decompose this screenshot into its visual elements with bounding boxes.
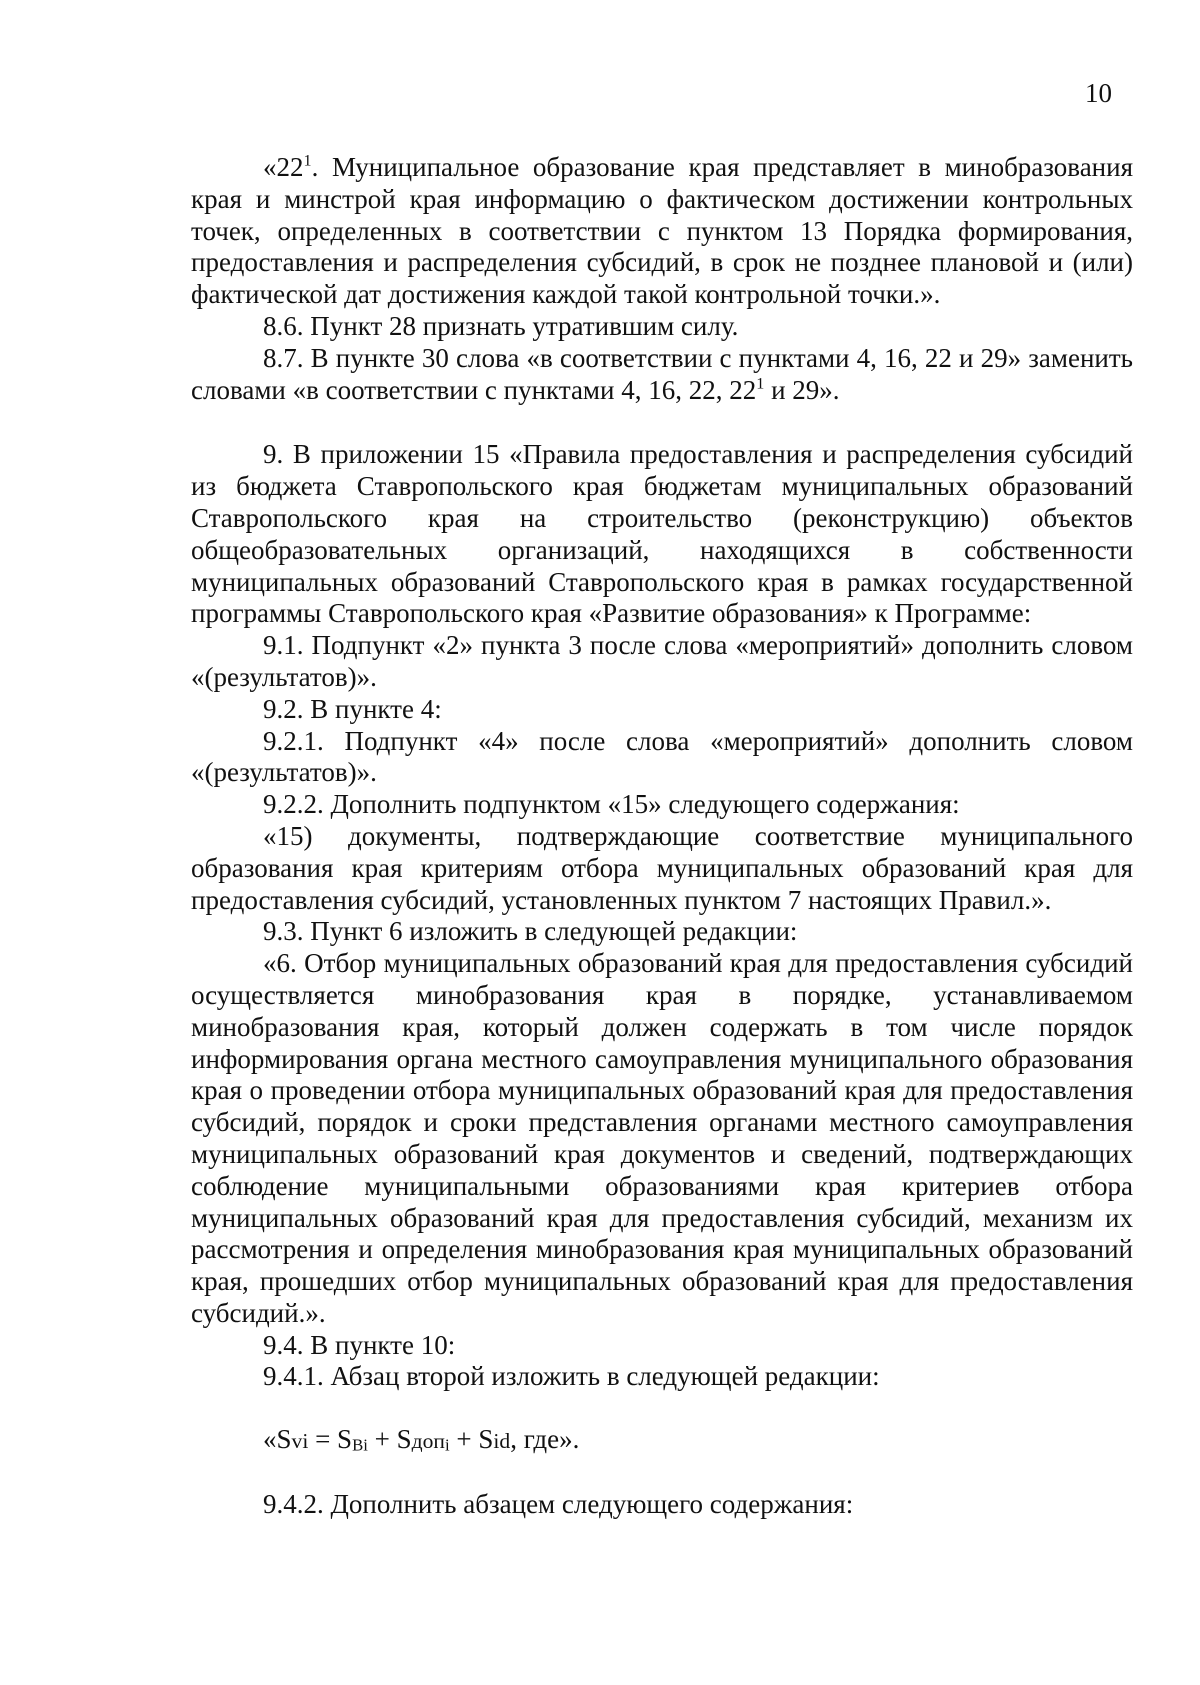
paragraph-9-2: 9.2. В пункте 4: [263, 693, 442, 724]
superscript: 1 [303, 151, 312, 170]
paragraph-9-1: 9.1. Подпункт «2» пункта 3 после слова «мероприятий» дополнить словом «(результатов)». [191, 630, 1133, 692]
paragraph-8-6: 8.6. Пункт 28 признать утратившим силу. [263, 310, 739, 341]
formula-subscript: i [444, 1435, 450, 1455]
formula-subscript: id [493, 1429, 511, 1454]
paragraph-9-2-2: 9.2.2. Дополнить подпунктом «15» следующего содержания: [263, 789, 960, 820]
formula-text: + S [449, 1424, 494, 1455]
document-body [191, 152, 1133, 1521]
formula-text: «S [263, 1424, 292, 1455]
paragraph-9-2-1: 9.2.1. Подпункт «4» после слова «мероприятий» дополнить словом «(результатов)». [191, 725, 1133, 788]
paragraph-9-3: 9.3. Пункт 6 изложить в следующей редакции: [263, 916, 798, 947]
paragraph-9-4: 9.4. В пункте 10: [263, 1329, 456, 1360]
superscript: 1 [756, 374, 765, 393]
paragraph-8-7 [191, 343, 1133, 407]
text: «22 [263, 152, 304, 182]
paragraph-15-quote: «15) документы, подтверждающие соответствие муниципального образования края критериям отбора муниципальных образований края для предоставления субсидий, установленных пунктом 7 настоящих Правил.». [191, 820, 1133, 915]
formula-text: + S [367, 1424, 412, 1455]
formula-subscript: Bi [352, 1435, 368, 1455]
page-number: 10 [1085, 78, 1112, 108]
formula-text: , где». [510, 1424, 580, 1455]
text: и 29». [764, 374, 840, 405]
formula-subscript: доп [411, 1429, 445, 1454]
formula-subscript: vi [291, 1429, 309, 1454]
formula-text: = S [308, 1424, 353, 1455]
text: . Муниципальное образование края представляет в минобразования края и минстрой края информацию о фактическом достижении контрольных точек, определенных в соответствии с пунктом 13 Порядка формирования, предоставления и распределения субсидий, в срок не позднее плановой и (или) фактической дат достижения каждой такой контрольной точки.». [191, 152, 1133, 310]
paragraph-9-4-2: 9.4.2. Дополнить абзацем следующего содержания: [263, 1489, 854, 1520]
paragraph-6-quote: «6. Отбор муниципальных образований края для предоставления субсидий осуществляется минобразования края в порядке, устанавливаемом минобразования края, который должен содержать в том числе порядок информирования органа местного самоуправления муниципального образования края о проведении отбора муниципальных образований края для предоставления субсидий, порядок и сроки представления органами местного самоуправления муниципальных образований края документов и сведений, подтверждающих соблюдение муниципальными образованиями края критериев отбора муниципальных образований края для предоставления субсидий, механизм их рассмотрения и определения минобразования края муниципальных образований края, прошедших отбор муниципальных образований края для предоставления субсидий.». [191, 948, 1133, 1328]
text: 8.7. В пункте 30 слова «в соответствии с пунктами 4, 16, 22 и 29» заменить словами «в соответствии с пунктами 4, 16, 22, 22 [191, 342, 1133, 405]
paragraph-22-1-quote [191, 152, 1133, 311]
formula [191, 1424, 1133, 1458]
paragraph-9: 9. В приложении 15 «Правила предоставления и распределения субсидий из бюджета Ставропольского края бюджетам муниципальных образований Ставропольского края на строительство (реконструкцию) объектов общеобразовательных организаций, находящихся в собственности муниципальных образований Ставропольского края в рамках государственной программы Ставропольского края «Развитие образования» к Программе: [191, 439, 1133, 629]
paragraph-9-4-1: 9.4.1. Абзац второй изложить в следующей редакции: [263, 1361, 880, 1392]
